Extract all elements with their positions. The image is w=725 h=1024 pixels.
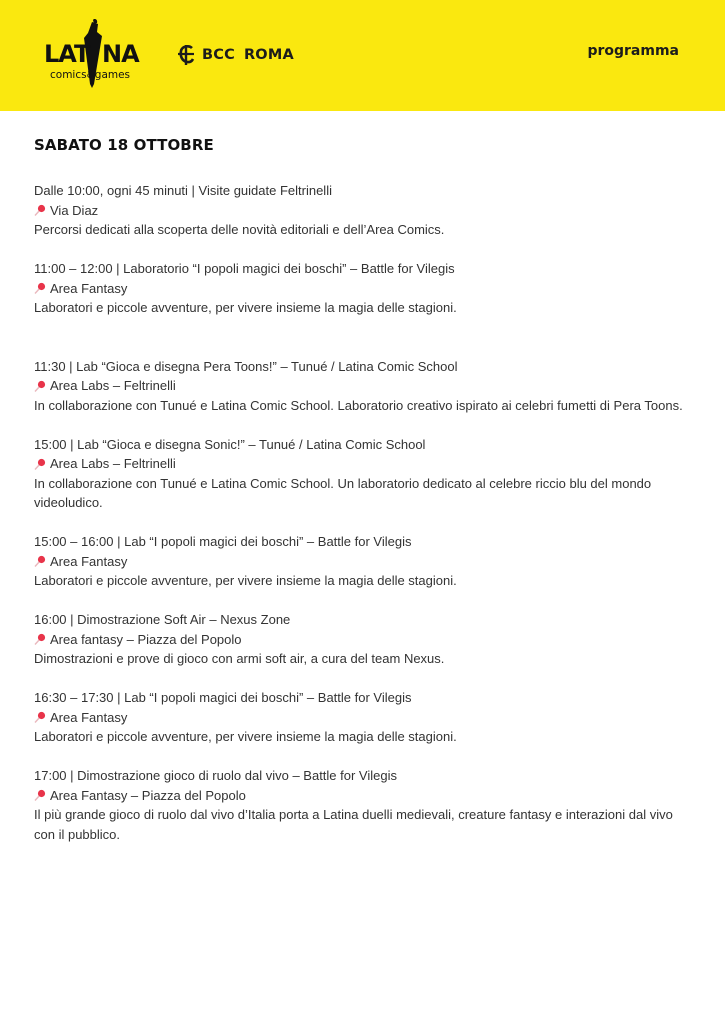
map-pin-icon — [34, 282, 46, 294]
event-location-text: Area Labs – Feltrinelli — [50, 456, 176, 471]
map-pin-icon — [34, 555, 46, 567]
event-location — [34, 708, 694, 728]
map-pin-icon — [34, 711, 46, 723]
event-item — [34, 532, 694, 591]
event-location — [34, 630, 694, 650]
map-pin-icon — [34, 633, 46, 645]
event-location — [34, 786, 694, 806]
event-title: 11:30 | Lab “Gioca e disegna Pera Toons!” – Tunué / Latina Comic School — [34, 358, 458, 374]
map-pin-icon — [34, 789, 46, 801]
event-description: Laboratori e piccole avventure, per vivere insieme la magia delle stagioni. — [34, 573, 457, 588]
event-item — [34, 610, 694, 669]
bcc-roma-logo — [176, 42, 294, 68]
events-list — [34, 181, 694, 844]
event-description: In collaborazione con Tunué e Latina Comic School. Un laboratorio dedicato al celebre riccio blu del mondo videoludico. — [34, 475, 652, 510]
event-title: 16:00 | Dimostrazione Soft Air – Nexus Zone — [34, 612, 291, 627]
event-title: 15:00 – 16:00 | Lab “I popoli magici dei boschi” – Battle for Vilegis — [34, 534, 412, 549]
svg-text:NA: NA — [102, 40, 139, 68]
event-description: Dimostrazioni e prove di gioco con armi soft air, a cura del team Nexus. — [34, 651, 445, 666]
event-description: Il più grande gioco di ruolo dal vivo d’Italia porta a Latina duelli medievali, creature fantasy e interazioni dal vivo con il pubblico. — [34, 807, 673, 842]
program-content — [34, 136, 694, 844]
bcc-symbol-icon — [176, 43, 198, 67]
event-location — [34, 552, 694, 572]
event-location — [34, 201, 694, 221]
event-location-text: Area fantasy – Piazza del Popolo — [50, 631, 242, 647]
event-location — [34, 454, 694, 474]
svg-text:comics&games: comics&games — [50, 69, 131, 81]
event-description: In collaborazione con Tunué e Latina Comic School. Laboratorio creativo ispirato ai celebri fumetti di Pera Toons. — [34, 397, 683, 413]
event-description: Percorsi dedicati alla scoperta delle novità editoriali e dell’Area Comics. — [34, 222, 445, 237]
latina-logo-graphic — [42, 18, 142, 90]
event-title: Dalle 10:00, ogni 45 minuti | Visite guidate Feltrinelli — [34, 183, 332, 198]
bcc-text: BCC — [202, 47, 235, 63]
event-item — [34, 766, 694, 844]
event-item — [34, 181, 694, 240]
event-item — [34, 259, 694, 318]
map-pin-icon — [34, 458, 46, 470]
svg-text:LAT: LAT — [44, 40, 90, 68]
map-pin-icon — [34, 380, 46, 392]
event-item — [34, 688, 694, 747]
event-item — [34, 357, 694, 416]
event-location-text: Via Diaz — [50, 202, 99, 218]
event-location — [34, 279, 694, 299]
roma-text: ROMA — [243, 47, 294, 63]
event-description: Laboratori e piccole avventure, per vivere insieme la magia delle stagioni. — [34, 300, 457, 315]
event-item — [34, 435, 694, 513]
event-title: 15:00 | Lab “Gioca e disegna Sonic!” – Tunué / Latina Comic School — [34, 436, 426, 452]
map-pin-icon — [34, 204, 46, 216]
event-location-text: Area Fantasy — [50, 553, 128, 569]
event-location — [34, 376, 694, 396]
event-title: 17:00 | Dimostrazione gioco di ruolo dal vivo – Battle for Vilegis — [34, 768, 397, 783]
event-location-text: Area Fantasy — [50, 709, 128, 725]
event-location-text: Area Labs – Feltrinelli — [50, 378, 176, 393]
day-title: SABATO 18 OTTOBRE — [34, 136, 214, 154]
latina-comics-games-logo — [42, 18, 142, 90]
event-title: 16:30 – 17:30 | Lab “I popoli magici dei boschi” – Battle for Vilegis — [34, 690, 412, 705]
section-label: programma — [587, 43, 679, 59]
event-location-text: Area Fantasy – Piazza del Popolo — [50, 787, 246, 803]
event-description: Laboratori e piccole avventure, per vivere insieme la magia delle stagioni. — [34, 729, 457, 744]
event-location-text: Area Fantasy — [50, 280, 128, 296]
page-header — [0, 0, 725, 111]
event-title: 11:00 – 12:00 | Laboratorio “I popoli magici dei boschi” – Battle for Vilegis — [34, 261, 455, 276]
